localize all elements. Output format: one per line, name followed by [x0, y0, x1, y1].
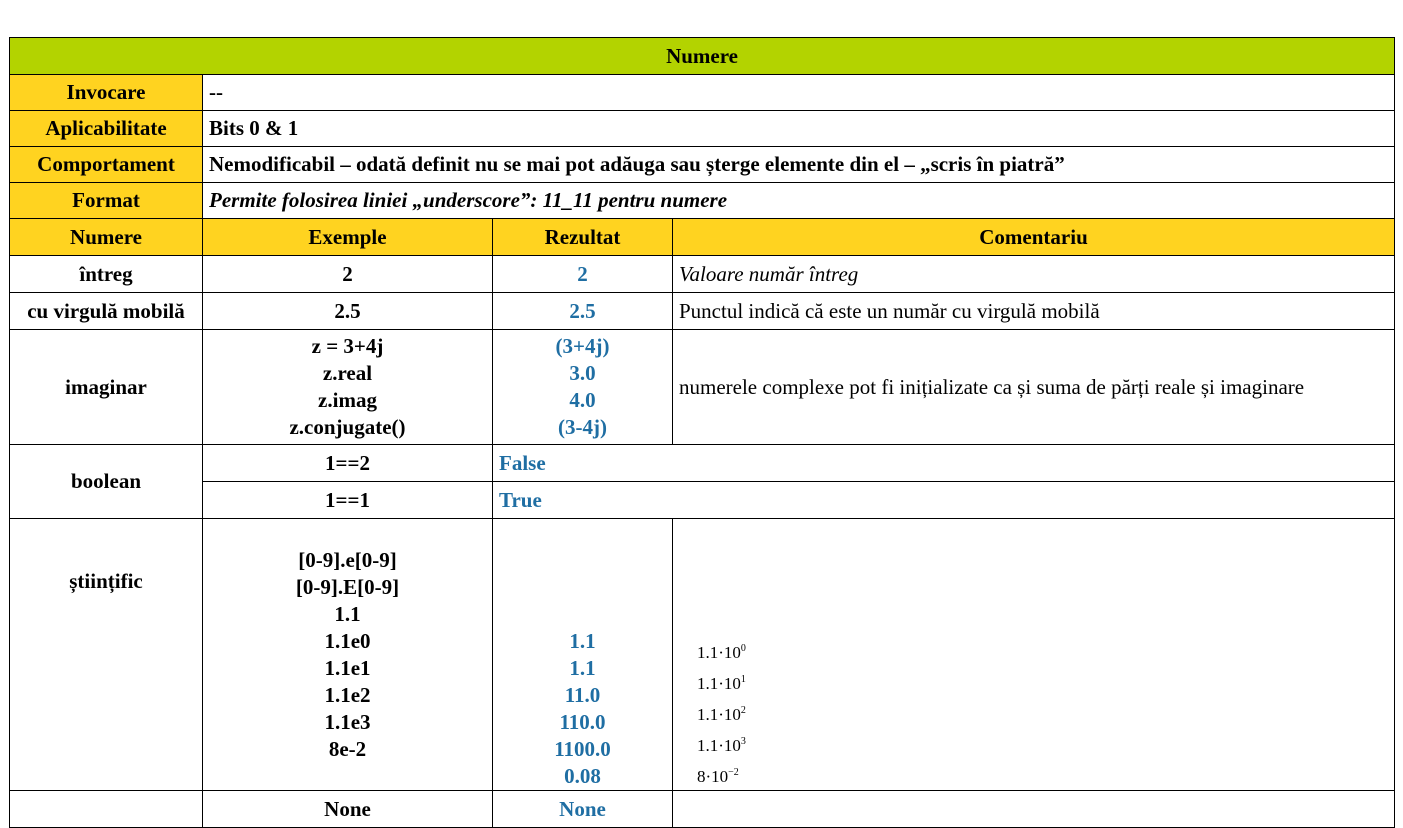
- result-line: 1.1: [569, 629, 596, 653]
- row-type-bool: boolean: [10, 445, 203, 519]
- result-line: 110.0: [559, 710, 606, 734]
- row-notation-sci: [673, 519, 1395, 791]
- column-header-exemple: Exemple: [203, 219, 493, 256]
- result-line: 11.0: [564, 683, 601, 707]
- notation-line: $1.1\cdot 10^2$: [697, 705, 746, 724]
- example-line: z = 3+4j: [311, 334, 384, 358]
- example-line: z.conjugate(): [289, 415, 406, 439]
- example-line: z.real: [322, 361, 373, 385]
- table-row: [10, 519, 1395, 791]
- example-line: 1.1: [334, 601, 361, 626]
- row-type-intreg: întreg: [10, 256, 203, 293]
- notation-line: $1.1\cdot 10^1$: [697, 674, 746, 693]
- property-label-invocare: Invocare: [10, 75, 203, 111]
- row-examples-imag: [203, 330, 493, 445]
- result-line: 4.0: [569, 388, 596, 412]
- property-value-format: Permite folosirea liniei „underscore”: 11_11 pentru numere: [203, 183, 1395, 219]
- table-row: [10, 445, 1395, 482]
- result-line: 1.1: [569, 656, 596, 680]
- property-label-aplicabilitate: Aplicabilitate: [10, 111, 203, 147]
- table-row: [10, 293, 1395, 330]
- row-type-imag: imaginar: [10, 330, 203, 445]
- table-row: [10, 330, 1395, 445]
- example-line: 1.1e0: [324, 628, 371, 653]
- row-type-float: cu virgulă mobilă: [10, 293, 203, 330]
- example-line: [0-9].e[0-9]: [298, 547, 397, 572]
- example-line: z.imag: [318, 388, 377, 412]
- row-example-bool-2: 1==1: [203, 482, 493, 519]
- example-line: [0-9].E[0-9]: [295, 574, 400, 599]
- row-result-bool-1: False: [493, 445, 1395, 482]
- row-result-intreg: 2: [493, 256, 673, 293]
- row-comment-imag: numerele complexe pot fi inițializate ca și suma de părți reale și imaginare: [673, 330, 1395, 445]
- table-title: Numere: [10, 38, 1395, 75]
- row-type-none: [10, 791, 203, 828]
- property-value-aplicabilitate: Bits 0 & 1: [203, 111, 1395, 147]
- property-label-format: Format: [10, 183, 203, 219]
- row-result-bool-2: True: [493, 482, 1395, 519]
- notation-line: $1.1\cdot 10^3$: [697, 736, 746, 755]
- property-value-invocare: --: [203, 75, 1395, 111]
- row-results-imag: [493, 330, 673, 445]
- row-example-none: None: [203, 791, 493, 828]
- result-line: (3-4j): [558, 415, 607, 439]
- notation-line: $8\cdot 10^{-2}$: [697, 767, 739, 786]
- row-type-sci: științific: [10, 519, 203, 791]
- numbers-table: [9, 37, 1395, 828]
- notation-line: $1.1\cdot 10^0$: [697, 643, 746, 662]
- row-result-float: 2.5: [493, 293, 673, 330]
- column-header-comentariu: Comentariu: [673, 219, 1395, 256]
- example-line: 1.1e1: [324, 655, 371, 680]
- row-example-float: 2.5: [203, 293, 493, 330]
- result-line: 3.0: [569, 361, 596, 385]
- example-line: 1.1e3: [324, 709, 371, 734]
- row-example-intreg: 2: [203, 256, 493, 293]
- column-header-rezultat: Rezultat: [493, 219, 673, 256]
- result-line: (3+4j): [555, 334, 610, 358]
- row-comment-none: [673, 791, 1395, 828]
- result-line: 1100.0: [554, 737, 611, 761]
- row-example-bool-1: 1==2: [203, 445, 493, 482]
- row-comment-float: Punctul indică că este un număr cu virgulă mobilă: [673, 293, 1395, 330]
- example-line: 1.1e2: [324, 682, 371, 707]
- result-line: 0.08: [564, 764, 601, 788]
- table-row: [10, 482, 1395, 519]
- example-line: 8e-2: [328, 736, 367, 761]
- row-comment-intreg: Valoare număr întreg: [673, 256, 1395, 293]
- table-row: [10, 256, 1395, 293]
- row-result-none: None: [493, 791, 673, 828]
- property-label-comportament: Comportament: [10, 147, 203, 183]
- property-value-comportament: Nemodificabil – odată definit nu se mai pot adăuga sau șterge elemente din el – „scris în piatră”: [203, 147, 1395, 183]
- row-examples-sci: [203, 519, 493, 791]
- table-row: [10, 791, 1395, 828]
- row-results-sci: [493, 519, 673, 791]
- column-header-numere: Numere: [10, 219, 203, 256]
